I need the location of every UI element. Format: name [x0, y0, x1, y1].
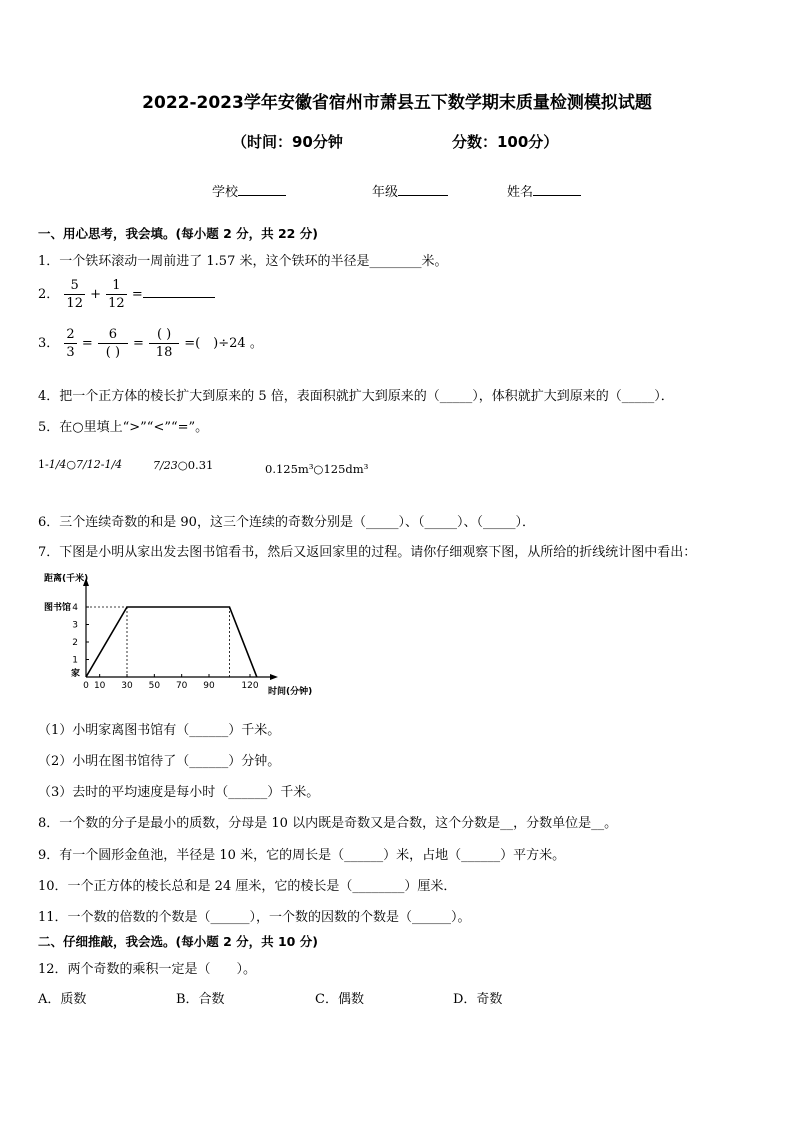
- equals-sign: =: [131, 287, 143, 302]
- section-2-heading: 二、仔细推敲，我会选。(每小题 2 分，共 10 分): [38, 934, 318, 949]
- x-axis-arrow: [270, 674, 278, 680]
- question-3: [38, 326, 263, 361]
- exam-time: （时间：90分钟: [232, 133, 343, 151]
- question-10: 10．一个正方体的棱长总和是 24 厘米，它的棱长是（________）厘米．: [38, 879, 457, 894]
- question-2-number: 2．: [38, 287, 60, 302]
- compare-a-prefix: 1-: [38, 458, 49, 471]
- exam-score: 分数：100分）: [452, 133, 559, 151]
- home-label: 家: [71, 669, 81, 679]
- y-tick-label: 4: [72, 603, 78, 613]
- equals-sign: =: [81, 336, 93, 351]
- distance-series-line: [86, 607, 257, 677]
- compare-a-fraction-3: 1/4: [104, 458, 123, 471]
- school-blank[interactable]: [238, 183, 286, 196]
- grade-blank[interactable]: [398, 183, 448, 196]
- question-4: 4．把一个正方体的棱长扩大到原来的 5 倍，表面积就扩大到原来的（_____），体积就扩大到原来的（_____）．: [38, 389, 674, 404]
- question-11: 11．一个数的倍数的个数是（______），一个数的因数的个数是（______）。: [38, 910, 471, 925]
- fraction-2-3: [64, 326, 76, 361]
- school-label: 学校: [212, 185, 239, 200]
- question-3-number: 3．: [38, 336, 60, 351]
- question-9: 9．有一个圆形金鱼池，半径是 10 米，它的周长是（______）米，占地（______）平方米。: [38, 848, 566, 863]
- fraction-5-12: [64, 277, 85, 312]
- page-title: 2022-2023学年安徽省宿州市萧县五下数学期末质量检测模拟试题: [142, 93, 652, 113]
- x-tick-label: 70: [175, 681, 188, 691]
- grade-field[interactable]: [372, 181, 448, 200]
- compare-b-fraction: 7/23: [153, 459, 178, 472]
- x-tick-label: 30: [121, 681, 133, 691]
- question-1: 1．一个铁环滚动一周前进了 1.57 米，这个铁环的半径是________米。: [38, 254, 448, 269]
- grade-label: 年级: [372, 185, 399, 200]
- option-d[interactable]: D．奇数: [453, 992, 503, 1007]
- question-2: [38, 277, 215, 312]
- compare-a-fraction-1: 1/4: [48, 458, 67, 471]
- question-7: 7．下图是小明从家出发去图书馆看书，然后又返回家里的过程。请你仔细观察下图，从所给的折线统计图中看出：: [38, 545, 697, 560]
- fraction-blank-18: [149, 326, 179, 361]
- distance-time-chart: [40, 568, 330, 703]
- question-7-part-3: （3）去时的平均速度是每小时（______）千米。: [38, 785, 320, 800]
- fraction-1-12: [106, 277, 127, 312]
- y-axis-label: 距离(千米): [44, 574, 89, 584]
- question-7-part-1: （1）小明家离图书馆有（______）千米。: [38, 723, 281, 738]
- compare-b-rest: ○0.31: [177, 458, 214, 472]
- section-1-heading: 一、用心思考，我会填。(每小题 2 分，共 22 分): [38, 226, 318, 241]
- denominator: 12: [66, 296, 83, 311]
- question-3-tail: =( )÷24 。: [184, 336, 263, 351]
- denominator: 12: [108, 296, 125, 311]
- y-tick-label: 1: [72, 655, 78, 666]
- compare-a-fraction-2: 7/12: [76, 458, 101, 471]
- name-label: 姓名: [507, 185, 534, 200]
- library-label: 图书馆: [44, 603, 72, 613]
- numerator-blank[interactable]: ( ): [149, 326, 179, 344]
- x-tick-label: 120: [241, 681, 259, 691]
- answer-blank[interactable]: [143, 285, 215, 298]
- option-a[interactable]: A．质数: [38, 992, 87, 1007]
- x-tick-label: 10: [93, 681, 106, 691]
- compare-a-minus: -: [100, 458, 105, 471]
- name-field[interactable]: [507, 181, 581, 200]
- denominator: 3: [66, 345, 75, 360]
- x-tick-label: 50: [148, 681, 161, 691]
- denominator: 18: [155, 345, 173, 360]
- numerator: 2: [66, 327, 75, 342]
- name-blank[interactable]: [533, 183, 581, 196]
- y-tick-label: 3: [72, 620, 78, 631]
- compare-item-b: [153, 458, 213, 472]
- x-tick-label: 90: [203, 681, 215, 691]
- compare-circle[interactable]: ○: [66, 458, 77, 471]
- option-c[interactable]: C．偶数: [315, 992, 364, 1007]
- y-tick-label: 2: [72, 638, 78, 648]
- compare-item-c: 0.125m³○125dm³: [265, 462, 369, 476]
- denominator-blank[interactable]: ( ): [105, 345, 121, 360]
- school-field[interactable]: [212, 181, 286, 200]
- x-axis-label: 时间(分钟): [268, 687, 313, 697]
- question-5: 5．在○里填上“>”“<”“=”。: [38, 420, 209, 435]
- numerator: 6: [98, 326, 128, 344]
- plus-sign: +: [90, 287, 102, 302]
- question-8: 8．一个数的分子是最小的质数，分母是 10 以内既是奇数又是合数，这个分数是__，分数单位是__。: [38, 816, 618, 831]
- question-12: 12．两个奇数的乘积一定是（ ）。: [38, 962, 257, 977]
- question-6: 6．三个连续奇数的和是 90，这三个连续的奇数分别是（_____）、（_____）、（_____）．: [38, 515, 535, 530]
- equals-sign: =: [133, 336, 144, 351]
- x-tick-label: 0: [83, 681, 89, 691]
- compare-item-a: [38, 458, 122, 471]
- fraction-6-blank: [98, 326, 128, 361]
- numerator: 5: [64, 277, 85, 295]
- option-b[interactable]: B．合数: [176, 992, 225, 1007]
- question-7-part-2: （2）小明在图书馆待了（______）分钟。: [38, 754, 281, 769]
- numerator: 1: [106, 277, 127, 295]
